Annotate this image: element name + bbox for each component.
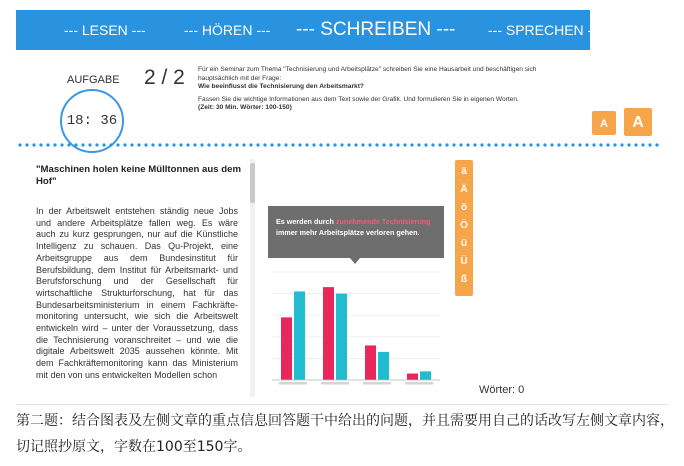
chart-bar (336, 294, 347, 380)
divider-dot (606, 143, 609, 146)
divider-dot (298, 143, 301, 146)
divider-dot (354, 143, 357, 146)
umlaut-key-5[interactable]: Ü (460, 256, 468, 267)
divider-dot (193, 143, 196, 146)
chart-category-label (363, 382, 391, 385)
bar-chart (266, 264, 446, 388)
divider-dot (613, 143, 616, 146)
divider-dot (564, 143, 567, 146)
divider-dot (340, 143, 343, 146)
tab-sprechen[interactable]: --- SPRECHEN --- (488, 22, 602, 38)
divider-dot (228, 143, 231, 146)
divider-dot (501, 143, 504, 146)
divider-dot (571, 143, 574, 146)
article-body: In der Arbeitswelt entstehen ständig neue Jobs und andere Arbeitsplätze fallen weg. Es wäre auch zu kurz gesprungen, nur auf die Künstliche Intelligenz zu schauen. Das Qu-Projekt, eine Arbeitsgruppe aus dem Bundesinstitut für Berufsbildung, dem Institut für Arbeitsmarkt- und Berufsforschung und der Gesellschaft für wirtschaftliche Strukturforschung, hat für das Bundesarbeitsministerium in einem Fachkräfte-monitoring untersucht, wie sich die Arbeitswelt entwickeln wird – unter der Voraussetzung, dass die Technisierung voranschreitet – und wie die digitale Arbeitswelt 2035 aussehen könnte. Mit dem Fachkräftemonitoring kann das Ministerium mit den von uns entwickelten Modellen schon (36, 206, 238, 380)
font-size-large-button[interactable]: A (624, 108, 652, 136)
chart-category-label (405, 382, 433, 385)
bottom-divider (16, 404, 668, 405)
divider-dot (116, 143, 119, 146)
chart-bar (281, 317, 292, 380)
divider-dot (102, 143, 105, 146)
divider-dot (207, 143, 210, 146)
divider-dot (536, 143, 539, 146)
divider-dot (529, 143, 532, 146)
divider-dot (67, 143, 70, 146)
statement-text-after: immer mehr Arbeitsplätze verloren gehen. (276, 228, 420, 237)
chart-bar (407, 374, 418, 380)
chart-statement-text (276, 216, 440, 238)
divider-dot (599, 143, 602, 146)
top-nav (16, 10, 602, 50)
divider-dot (186, 143, 189, 146)
divider-dot (396, 143, 399, 146)
divider-dot (578, 143, 581, 146)
dotted-divider (16, 140, 660, 150)
divider-dot (445, 143, 448, 146)
divider-dot (32, 143, 35, 146)
timer-text: 18: 36 (66, 113, 118, 129)
divider-dot (81, 143, 84, 146)
divider-dot (620, 143, 623, 146)
divider-dot (515, 143, 518, 146)
divider-dot (263, 143, 266, 146)
instruction-line-2: Fassen Sie die wichtige Informationen aus dem Text sowie der Grafik. Und formulieren Sie in eigenen Worten. (198, 95, 519, 103)
divider-dot (424, 143, 427, 146)
divider-dot (641, 143, 644, 146)
divider-dot (403, 143, 406, 146)
divider-dot (417, 143, 420, 146)
tab-lesen[interactable]: --- LESEN --- (64, 22, 146, 38)
divider-dot (522, 143, 525, 146)
divider-dot (438, 143, 441, 146)
divider-dot (473, 143, 476, 146)
divider-dot (543, 143, 546, 146)
divider-dot (60, 143, 63, 146)
divider-dot (235, 143, 238, 146)
umlaut-key-6[interactable]: ß (460, 274, 468, 285)
tab-horen[interactable]: --- HÖREN --- (184, 22, 271, 38)
chart-bar (378, 352, 389, 380)
divider-dot (144, 143, 147, 146)
divider-dot (256, 143, 259, 146)
instruction-line-1: Für ein Seminar zum Thema "Technisierung und Arbeitsplätze" schreiben Sie eine Hausarbeit und beschäftigen sich hauptsächlich mit der Frage: (198, 66, 537, 82)
aufgabe-label: AUFGABE (67, 74, 120, 86)
word-count: Wörter: 0 (479, 384, 525, 396)
umlaut-key-4[interactable]: ü (460, 238, 468, 249)
divider-dot (291, 143, 294, 146)
divider-dot (319, 143, 322, 146)
divider-dot (137, 143, 140, 146)
divider-dot (221, 143, 224, 146)
divider-dot (305, 143, 308, 146)
divider-dot (333, 143, 336, 146)
divider-dot (487, 143, 490, 146)
divider-dot (249, 143, 252, 146)
font-size-small-button[interactable]: A (592, 111, 616, 135)
divider-dot (655, 143, 658, 146)
divider-dot (123, 143, 126, 146)
divider-dot (277, 143, 280, 146)
chart-category-label (279, 382, 307, 385)
article-scroll-thumb[interactable] (250, 163, 255, 203)
divider-dot (165, 143, 168, 146)
chart-bar (365, 345, 376, 380)
divider-dot (39, 143, 42, 146)
divider-dot (452, 143, 455, 146)
divider-dot (368, 143, 371, 146)
divider-dot (627, 143, 630, 146)
chart-bar (294, 291, 305, 380)
divider-dot (634, 143, 637, 146)
divider-dot (508, 143, 511, 146)
divider-dot (494, 143, 497, 146)
divider-dot (347, 143, 350, 146)
chart-bar (323, 287, 334, 380)
article-title: "Maschinen holen keine Mülltonnen aus dem Hof" (36, 164, 241, 187)
divider-dot (361, 143, 364, 146)
task-question: Wie beeinflusst die Technisierung den Arbeitsmarkt? (198, 83, 364, 91)
divider-dot (375, 143, 378, 146)
divider-dot (550, 143, 553, 146)
divider-dot (151, 143, 154, 146)
divider-dot (585, 143, 588, 146)
task-counter: 2 / 2 (144, 66, 185, 89)
divider-dot (179, 143, 182, 146)
chart-bar (420, 371, 431, 380)
divider-dot (88, 143, 91, 146)
divider-dot (312, 143, 315, 146)
divider-dot (326, 143, 329, 146)
divider-dot (25, 143, 28, 146)
divider-dot (46, 143, 49, 146)
divider-dot (109, 143, 112, 146)
divider-dot (284, 143, 287, 146)
divider-dot (389, 143, 392, 146)
divider-dot (410, 143, 413, 146)
question-caption: 第二题：结合图表及左侧文章的重点信息回答题干中给出的问题，并且需要用自己的话改写左侧文章内容，切记照抄原文，字数在100至150字。 (16, 413, 674, 455)
divider-dot (172, 143, 175, 146)
task-instructions (198, 66, 550, 113)
divider-dot (466, 143, 469, 146)
divider-dot (431, 143, 434, 146)
umlaut-bar (455, 160, 473, 296)
divider-dot (53, 143, 56, 146)
divider-dot (95, 143, 98, 146)
divider-dot (480, 143, 483, 146)
divider-dot (648, 143, 651, 146)
divider-dot (242, 143, 245, 146)
divider-dot (18, 143, 21, 146)
divider-dot (200, 143, 203, 146)
statement-highlight: zunehmende Technisierung (335, 217, 431, 226)
divider-dot (592, 143, 595, 146)
statement-text-before: Es werden durch (276, 217, 336, 226)
umlaut-key-0[interactable]: ä (461, 166, 467, 177)
divider-dot (382, 143, 385, 146)
divider-dot (459, 143, 462, 146)
divider-dot (130, 143, 133, 146)
divider-dot (158, 143, 161, 146)
tab-schreiben[interactable]: --- SCHREIBEN --- (296, 19, 456, 40)
task-meta: (Zeit: 30 Min. Wörter: 100-150) (198, 104, 292, 112)
divider-dot (214, 143, 217, 146)
umlaut-key-3[interactable]: Ö (460, 220, 468, 231)
umlaut-key-1[interactable]: Ä (460, 184, 468, 195)
divider-dot (74, 143, 77, 146)
umlaut-key-2[interactable]: ö (460, 202, 468, 213)
chart-category-label (321, 382, 349, 385)
divider-dot (270, 143, 273, 146)
article-panel (32, 159, 250, 397)
divider-dot (557, 143, 560, 146)
